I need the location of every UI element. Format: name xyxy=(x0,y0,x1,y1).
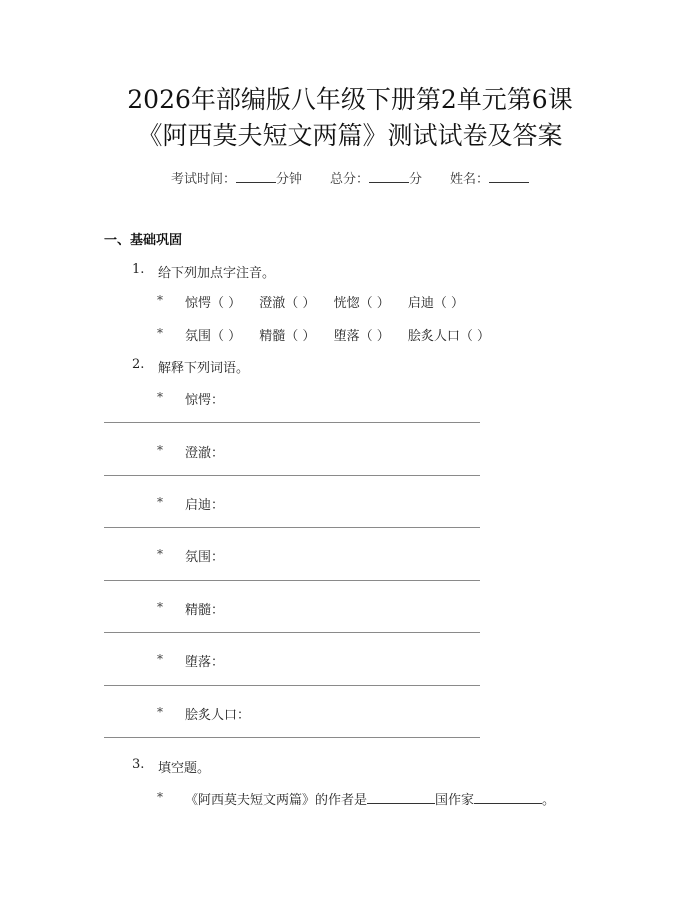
page-title-line2: 《阿西莫夫短文两篇》测试试卷及答案 xyxy=(137,121,563,150)
pinyin-row-2 xyxy=(185,325,504,344)
section-title: 一、基础巩固 xyxy=(104,233,183,248)
vocab-word: 惊愕： xyxy=(185,393,225,408)
bullet-icon: * xyxy=(157,326,163,340)
score-label: 总分： xyxy=(329,172,369,187)
pinyin-item: 启迪（ ） xyxy=(407,296,464,311)
pinyin-item: 惊愕（ ） xyxy=(185,296,242,311)
score-unit: 分 xyxy=(409,172,423,187)
answer-line[interactable] xyxy=(104,685,480,686)
answer-line[interactable] xyxy=(104,632,480,633)
question-3-text: 填空题。 xyxy=(158,761,211,776)
pinyin-item: 氛围（ ） xyxy=(185,329,242,344)
pinyin-item: 澄澈（ ） xyxy=(259,296,316,311)
bullet-icon: * xyxy=(157,790,163,804)
bullet-icon: * xyxy=(157,390,163,404)
vocab-word: 澄澈： xyxy=(185,446,225,461)
fill-in-item xyxy=(185,789,555,808)
fill-prefix: 《阿西莫夫短文两篇》的作者是 xyxy=(185,793,368,808)
pinyin-item: 精髓（ ） xyxy=(259,329,316,344)
bullet-icon: * xyxy=(157,600,163,614)
exam-meta xyxy=(0,168,700,187)
question-2-text: 解释下列词语。 xyxy=(158,361,250,376)
bullet-icon: * xyxy=(157,547,163,561)
pinyin-item: 恍惚（ ） xyxy=(333,296,390,311)
vocab-word: 精髓： xyxy=(185,603,225,618)
vocab-word: 氛围： xyxy=(185,550,225,565)
fill-blank-name[interactable] xyxy=(474,791,542,804)
answer-line[interactable] xyxy=(104,422,480,423)
page-title-line1: 2026年部编版八年级下册第2单元第6课 xyxy=(127,85,573,114)
pinyin-item: 脍炙人口（ ） xyxy=(407,329,490,344)
bullet-icon: * xyxy=(157,705,163,719)
bullet-icon: * xyxy=(157,652,163,666)
fill-blank-nationality[interactable] xyxy=(367,791,435,804)
time-unit: 分钟 xyxy=(275,172,302,187)
bullet-icon: * xyxy=(157,443,163,457)
answer-line[interactable] xyxy=(104,737,480,738)
time-blank xyxy=(236,170,276,183)
name-blank xyxy=(489,170,529,183)
question-1-number: 1. xyxy=(132,262,145,277)
time-label: 考试时间： xyxy=(170,172,236,187)
pinyin-item: 堕落（ ） xyxy=(333,329,390,344)
fill-suffix: 。 xyxy=(542,793,556,808)
vocab-word: 堕落： xyxy=(185,655,225,670)
question-2-number: 2. xyxy=(132,357,145,372)
question-1-text: 给下列加点字注音。 xyxy=(158,266,276,281)
answer-line[interactable] xyxy=(104,475,480,476)
bullet-icon: * xyxy=(157,495,163,509)
name-label: 姓名： xyxy=(450,172,490,187)
vocab-word: 启迪： xyxy=(185,498,225,513)
score-blank xyxy=(369,170,409,183)
vocab-word: 脍炙人口： xyxy=(185,708,251,723)
bullet-icon: * xyxy=(157,293,163,307)
fill-middle: 国作家 xyxy=(435,793,475,808)
answer-line[interactable] xyxy=(104,580,480,581)
question-3-number: 3. xyxy=(132,757,145,772)
answer-line[interactable] xyxy=(104,527,480,528)
pinyin-row-1 xyxy=(185,292,478,311)
